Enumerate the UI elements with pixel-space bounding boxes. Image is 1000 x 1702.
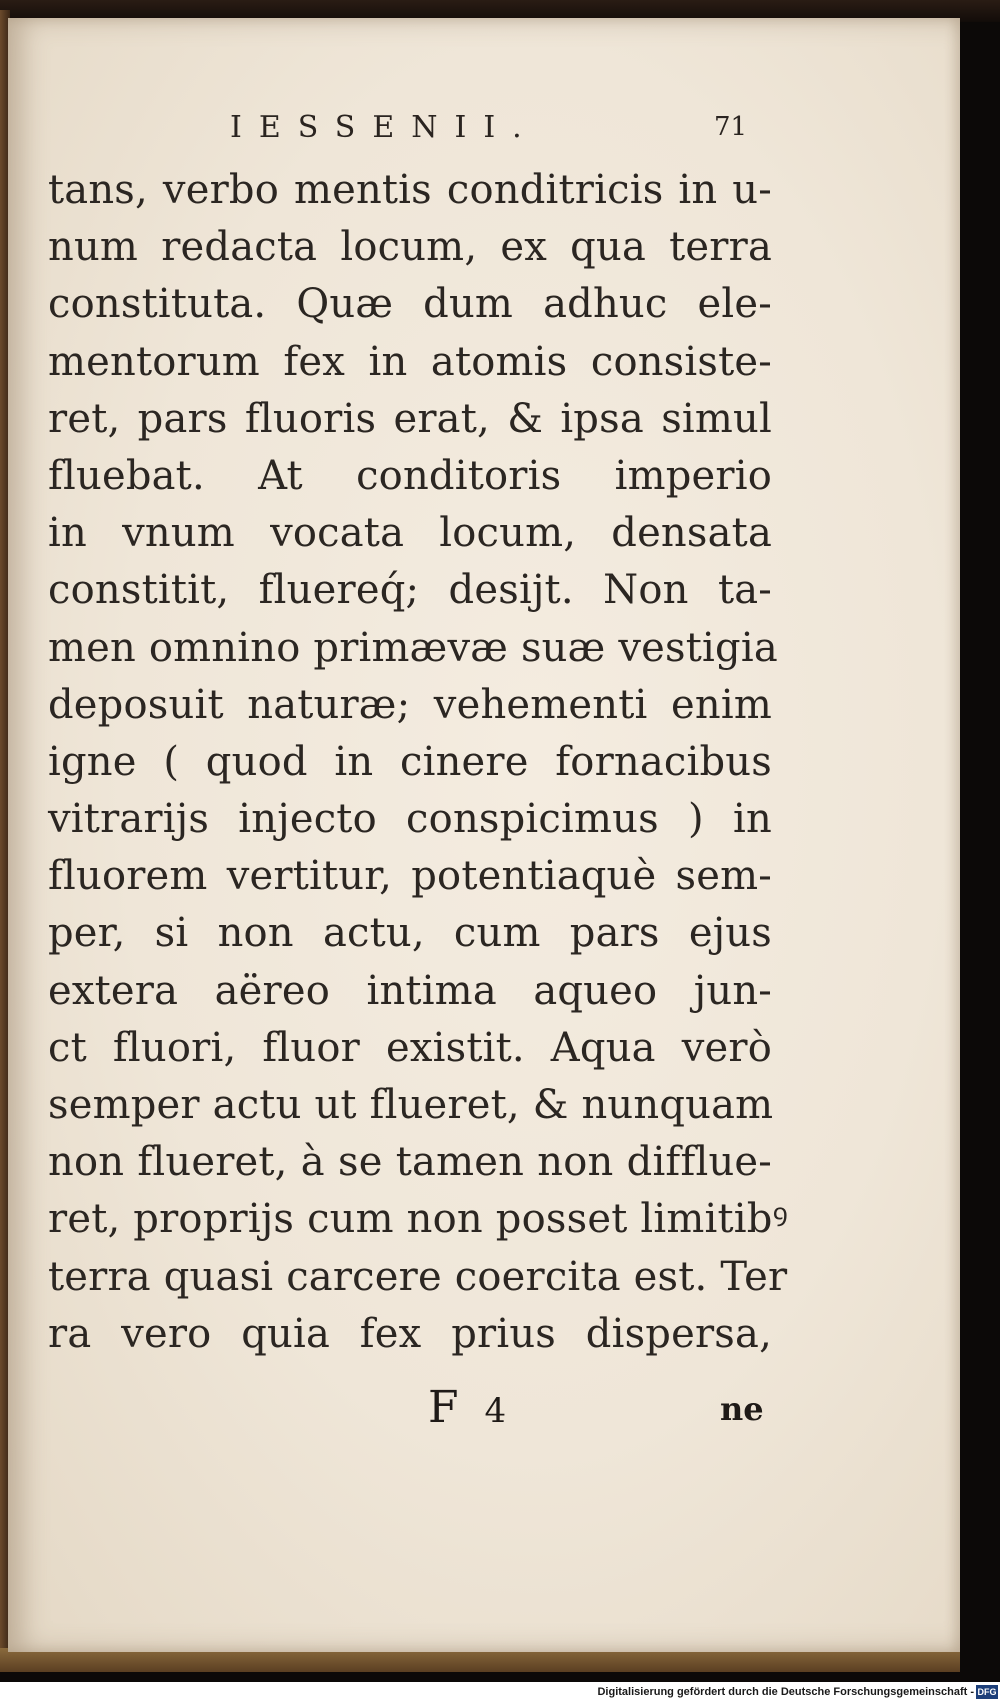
- text-line: vitrarijs injecto conspicimus ) in: [48, 796, 772, 843]
- text-line: terra quasi carcere coercita est. Ter: [48, 1253, 788, 1300]
- text-line: ret, pars fluoris erat, & ipsa simul: [48, 395, 772, 442]
- text-line: in vnum vocata locum, densata: [48, 510, 772, 557]
- text-line: fluebat. At conditoris imperio: [48, 452, 772, 499]
- body-text: [48, 162, 789, 1363]
- signature-letter: F: [428, 1382, 463, 1433]
- text-line: tans, verbo mentis conditricis in u-: [48, 167, 772, 213]
- dfg-logo: DFG: [977, 1687, 997, 1697]
- text-line: semper actu ut flueret, & nunquam: [48, 1082, 774, 1128]
- signature-number: 4: [484, 1391, 511, 1431]
- signature-mark: [428, 1382, 510, 1433]
- text-line: men omnino primævæ suæ vestigia: [48, 624, 778, 671]
- book-page: [8, 18, 960, 1652]
- funding-credit: Digitalisierung gefördert durch die Deutsche Forschungsgemeinschaft -: [597, 1686, 974, 1698]
- text-line: ra vero quia fex prius dispersa,: [48, 1310, 772, 1357]
- text-line: deposuit naturæ; vehementi enim: [48, 681, 772, 728]
- page-number: 71: [714, 112, 748, 142]
- text-line: mentorum fex in atomis consiste-: [48, 338, 772, 385]
- text-line: non flueret, à se tamen non difflue-: [48, 1139, 772, 1186]
- text-line: igne ( quod in cinere fornacibus: [48, 738, 772, 785]
- digitization-credit-bar: [0, 1682, 1000, 1702]
- page-header: [8, 110, 960, 160]
- text-line: ct fluori, fluor existit. Aqua verò: [48, 1024, 772, 1071]
- text-line: constituta. Quæ dum adhuc ele-: [48, 281, 772, 328]
- text-line: per, si non actu, cum pars ejus: [48, 910, 772, 957]
- page-footer: [8, 1382, 960, 1442]
- text-line: num redacta locum, ex qua terra: [48, 224, 772, 271]
- text-line: extera aëreo intima aqueo jun-: [48, 967, 772, 1014]
- text-line: fluorem vertitur, potentiaquè sem-: [48, 853, 772, 900]
- text-line: ret, proprijs cum non posset limitibꝰ: [48, 1196, 789, 1243]
- catchword: ne: [720, 1390, 764, 1428]
- text-line: constitit, fluereq́; desijt. Non ta-: [48, 567, 772, 614]
- running-head: IESSENII.: [230, 110, 539, 145]
